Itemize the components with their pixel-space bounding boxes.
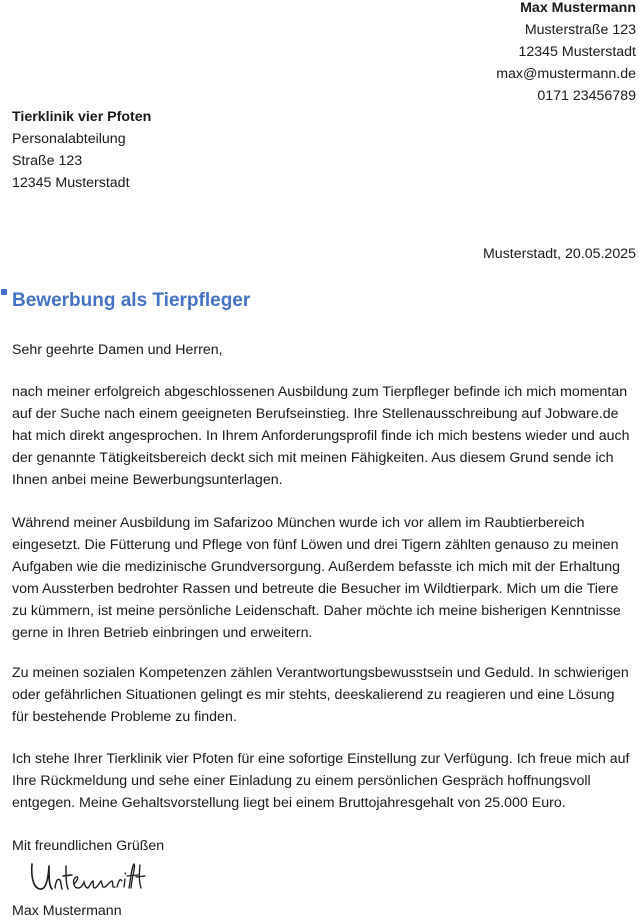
- subject-heading: Bewerbung als Tierpfleger: [12, 290, 251, 311]
- sender-city: 12345 Musterstadt: [518, 44, 636, 60]
- handwritten-signature: [28, 856, 148, 898]
- recipient-street: Straße 123: [12, 153, 83, 169]
- body-paragraph: Ich stehe Ihrer Tierklinik vier Pfoten für eine sofortige Einstellung zur Verfügung. Ich freue mich auf Ihre Rückmeldung und sehe einer Einladung zu einem persönlichen Gespräch hoffnungsvoll entgegen. Meine Gehaltsvorstellung liegt bei einem Bruttojahresgehalt von 25.000 Euro.: [12, 751, 630, 811]
- heading-marker-icon: [1, 289, 7, 295]
- recipient-city: 12345 Musterstadt: [12, 175, 130, 191]
- salutation: Sehr geehrte Damen und Herren,: [12, 342, 223, 358]
- recipient-address-block: [12, 106, 151, 194]
- sender-street: Musterstraße 123: [524, 22, 636, 38]
- sender-name: Max Mustermann: [520, 0, 636, 16]
- body-paragraph: Während meiner Ausbildung im Safarizoo München wurde ich vor allem im Raubtierbereich eingesetzt. Die Fütterung und Pflege von fünf Löwen und drei Tigern zählten genauso zu meinen Aufgaben wie die medizinische Grundversorgung. Außerdem befasste ich mich mit der Erhaltung vom Aussterben bedrohter Rassen und betreute die Besucher im Wildtierpark. Mich um die Tiere zu kümmern, ist meine persönliche Leidenschaft. Daher möchte ich meine bisherigen Kenntnisse gerne in Ihren Betrieb einbringen und erweitern.: [12, 515, 621, 641]
- sender-address-block: [496, 0, 636, 107]
- date-line: Musterstadt, 20.05.2025: [482, 246, 636, 262]
- recipient-department: Personalabteilung: [12, 131, 126, 147]
- recipient-organization: Tierklinik vier Pfoten: [12, 109, 152, 125]
- signed-name: Max Mustermann: [12, 903, 122, 919]
- body-paragraph: nach meiner erfolgreich abgeschlossenen Ausbildung zum Tierpfleger befinde ich mich momentan auf der Suche nach einem geeigneten Berufseinstieg. Ihre Stellenausschreibung auf Jobware.de hat mich direkt angesprochen. In Ihrem Anforderungsprofil finde ich mich bestens wieder und auch der genannte Tätigkeitsbereich deckt sich mit meinen Fähigkeiten. Aus diesem Grund sende ich Ihnen anbei meine Bewerbungsunterlagen.: [12, 384, 630, 488]
- body-paragraph: Zu meinen sozialen Kompetenzen zählen Verantwortungsbewusstsein und Geduld. In schwierigen oder gefährlichen Situationen gelingt es mir stehts, deeskalierend zu reagieren und eine Lösung für bestehende Probleme zu finden.: [12, 665, 629, 725]
- sender-phone: 0171 23456789: [537, 88, 636, 104]
- closing-phrase: Mit freundlichen Grüßen: [12, 838, 165, 854]
- sender-email: max@mustermann.de: [496, 66, 636, 82]
